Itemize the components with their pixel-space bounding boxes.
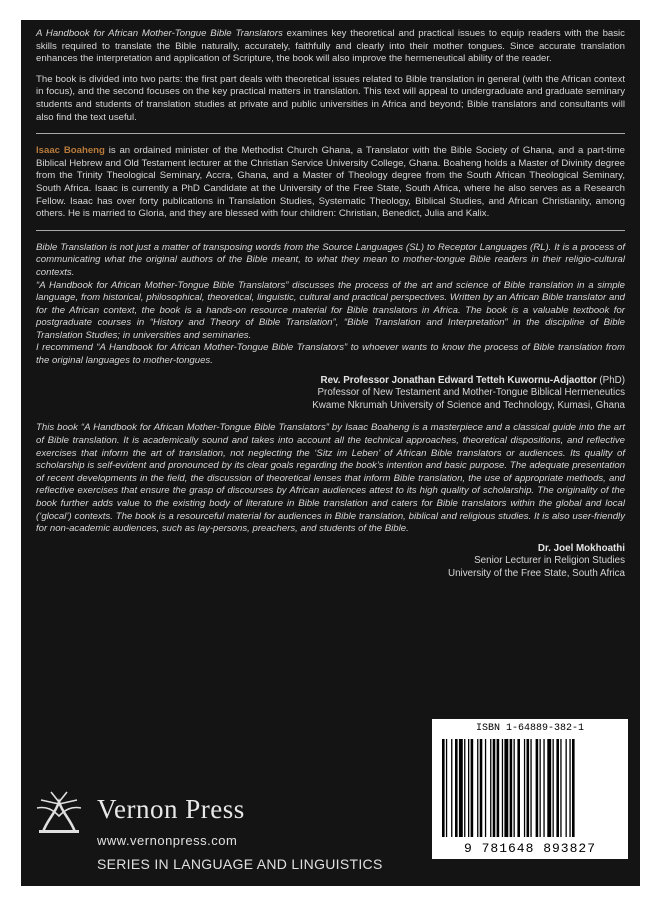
series-name: SERIES IN LANGUAGE AND LINGUISTICS	[97, 856, 383, 872]
review-1	[36, 242, 625, 413]
back-cover	[21, 20, 640, 886]
divider	[36, 230, 625, 231]
endorser-role: Professor of New Testament and Mother-Tongue Biblical Hermeneutics	[317, 387, 625, 399]
author-bio: Isaac Boaheng is an ordained minister of the Methodist Church Ghana, a Translator with the Bible Society of Ghana, and a part-time Biblical Hebrew and Old Testament lecturer at the Christian Service University College, Ghana. Boaheng holds a Master of Divinity degree from the Trinity Theological Seminary, Accra, Ghana, and a Master of Theology degree from the South African Theological Seminary, South Africa. Isaac is currently a PhD Candidate at the University of the Free State, South Africa, where he also serves as a Research Fellow. Isaac has over forty publications in Translation Studies, Systematic Theology, Biblical Studies, and African Christianity, among others. He is married to Gloria, and they are blessed with four children: Christian, Benedict, Julia and Kalix.	[36, 145, 625, 220]
intro-paragraph-2: The book is divided into two parts: the first part deals with theoretical issues related to Bible translation in general (with the African context in focus), and the second focuses on the key practical matters in translation. This text will appeal to undergraduate and graduate seminary students and students of translation studies at private and public universities in Africa and beyond; Bible translators and consultants will also find the text useful.	[36, 73, 625, 123]
endorser-block	[36, 375, 625, 413]
author-name: Isaac Boaheng	[36, 145, 105, 157]
endorser-org: Kwame Nkrumah University of Science and Technology, Kumasi, Ghana	[312, 399, 625, 411]
review-paragraph: “A Handbook for African Mother-Tongue Bible Translators” discusses the process of the art and science of Bible translation in a simple language, from historical, philosophical, theoretical, linguistic, cultural and practical perspectives. Written by an African Bible translator and for the African context, the book is a hands-on resource material for Bible translators in Africa. The book is a valuable textbook for postgraduate courses in “History and Theory of Bible Translation”, “Bible Translation and Interpretation” in the discipline of Bible Translation Studies; in universities and seminaries.	[36, 279, 625, 341]
publisher-footer	[21, 716, 640, 886]
endorser-org: University of the Free State, South Africa	[448, 567, 625, 579]
review-2	[36, 422, 625, 580]
book-title-inline: A Handbook for African Mother-Tongue Bible Translators	[36, 28, 283, 39]
endorser-block	[36, 543, 625, 581]
barcode-icon	[442, 739, 618, 839]
review-paragraph: This book “A Handbook for African Mother-Tongue Bible Translators” by Isaac Boaheng is a masterpiece and a classical guide into the art of Bible translation. It is academically sound and takes into account all the technical approaches, theoretical dispositions, and reflective exercises that inform the art of translation, not neglecting the ‘Sitz im Leben’ of African Bible translators or audiences. Its quality of scholarship is self-evident and pronounced by its clear goals regarding the book’s intention and basic purpose. The adequate presentation of recent developments in the field, the discussion of theoretical lenses that inform Bible translation, the use of appropriate methods, and reflective exercises that ensure the grasp of discourses by African audiences attest to its high quality of scholarship. The originality of the book further adds value to the existing body of literature in Bible translation and caters for Bible translators within the global and local (‘glocal’) contexts. The book is a resourceful material for audiences in Bible translation, biblical and religious studies. It is also user-friendly for non-academic audiences, such as lay-persons, preachers, and students of the Bible.	[36, 422, 625, 535]
vernon-press-logo-icon	[33, 786, 85, 836]
intro-paragraph-1: A Handbook for African Mother-Tongue Bible Translators examines key theoretical and practical issues to equip readers with the basic skills required to translate the Bible naturally, accurately, faithfully and clearly into their mother tongues. Since accurate translation enhances the interpretation and application of Scripture, the book will also improve the hermeneutical ability of the reader.	[36, 28, 625, 65]
barcode-digits: 9 781648 893827	[463, 841, 597, 856]
isbn-barcode	[432, 719, 628, 859]
publisher-name: Vernon Press	[97, 794, 245, 824]
endorser-role: Senior Lecturer in Religion Studies	[474, 555, 625, 567]
isbn-label: ISBN 1-64889-382-1	[475, 723, 585, 734]
endorser-suffix: (PhD)	[596, 374, 625, 386]
endorser-name: Rev. Professor Jonathan Edward Tetteh Kuwornu-Adjaottor	[320, 374, 597, 386]
endorser-name: Dr. Joel Mokhoathi	[537, 542, 625, 554]
divider	[36, 133, 625, 134]
publisher-website: www.vernonpress.com	[97, 833, 238, 848]
review-paragraph: I recommend “A Handbook for African Mother-Tongue Bible Translators” to whoever wants to know the process of Bible translation from the original languages to mother-tongues.	[36, 342, 625, 367]
review-paragraph: Bible Translation is not just a matter of transposing words from the Source Languages (SL) to Receptor Languages (RL). It is a process of communicating what the original authors of the Bible meant, to what they mean to mother-tongue Bible readers in their religio-cultural contexts.	[36, 241, 625, 278]
